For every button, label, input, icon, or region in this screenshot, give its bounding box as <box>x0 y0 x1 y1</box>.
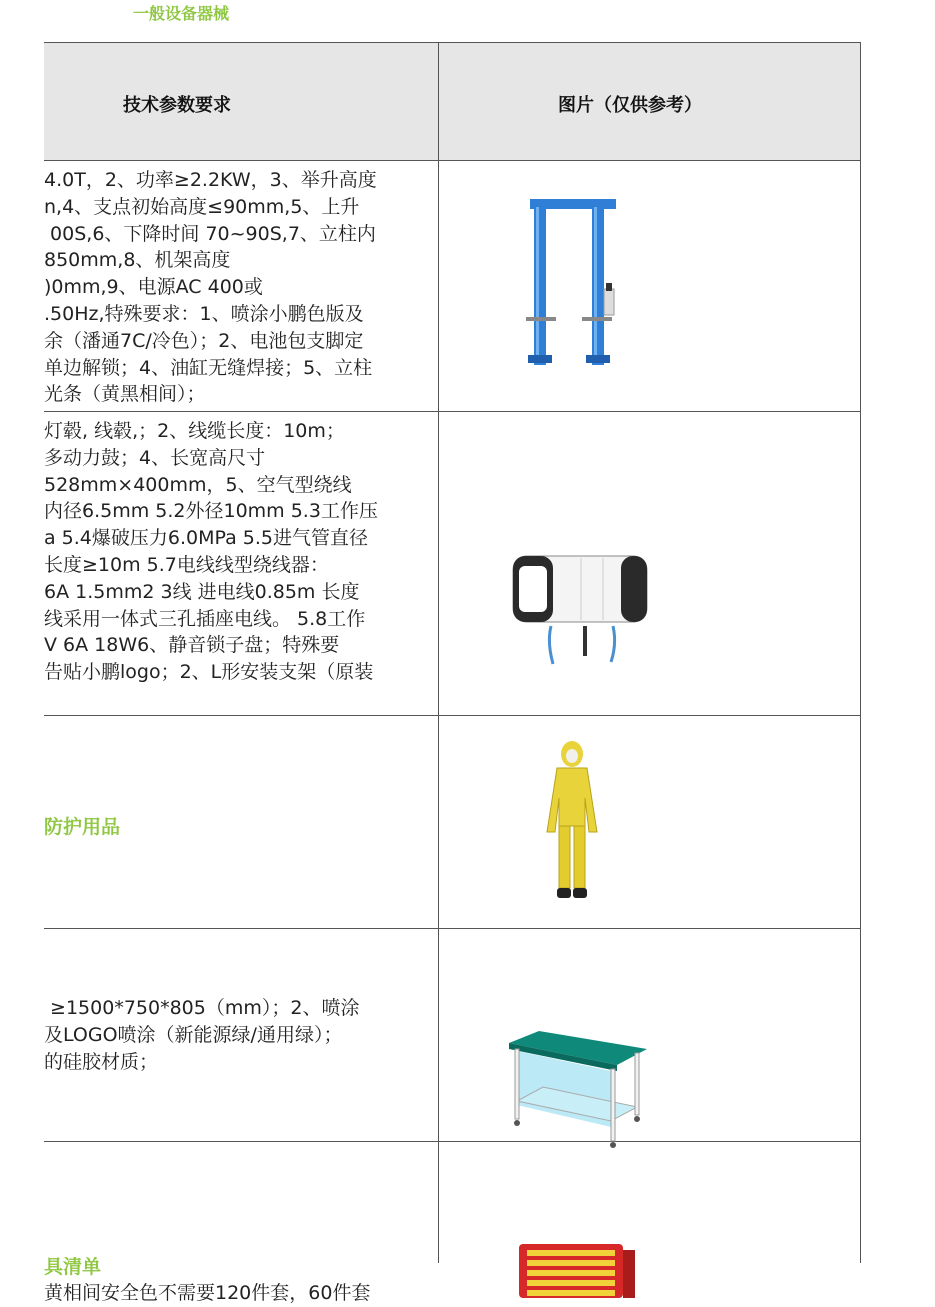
workbench-icon <box>507 1029 653 1151</box>
image-cell <box>438 412 860 715</box>
header-cell-image <box>438 43 860 160</box>
param-line: 灯毂, 线毂,；2、线缆长度：10m； <box>44 420 345 442</box>
param-line: 余（潘通7C/冷色）；2、电池包支脚定 <box>44 329 364 352</box>
param-line: 多动力鼓；4、长宽高尺寸 <box>44 446 266 469</box>
param-line: 6A 1.5mm2 3线 进电线0.85m 长度 <box>44 580 360 603</box>
two-post-lift-icon <box>524 199 624 369</box>
protective-raincoat-icon <box>539 740 605 902</box>
cable-reel-drum-icon <box>511 552 651 672</box>
params-cell <box>44 716 438 928</box>
param-line: 黄相间安全色不需要120件套，60件套 <box>44 1282 371 1304</box>
image-cell <box>438 929 860 1141</box>
param-line: 单边解锁；4、油缸无缝焊接；5、立柱 <box>44 356 373 379</box>
header-cell-params <box>44 43 438 160</box>
param-line: ≥1500*750*805（mm）；2、喷涂 <box>44 997 360 1019</box>
param-line: 528mm×400mm，5、空气型绕线 <box>44 473 352 496</box>
param-line: 4.0T，2、功率≥2.2KW，3、举升高度 <box>44 169 377 191</box>
param-line: 850mm,8、机架高度 <box>44 249 231 272</box>
param-line: a 5.4爆破压力6.0MPa 5.5进气管直径 <box>44 527 369 550</box>
params-cell <box>44 412 438 715</box>
param-line: 告贴小鹏logo；2、L形安装支架（原装 <box>44 661 374 684</box>
category-label: 具清单 <box>44 1256 102 1278</box>
param-line: 内径6.5mm 5.2外径10mm 5.3工作压 <box>44 500 378 523</box>
param-line: 光条（黄黑相间）； <box>44 383 206 406</box>
param-line: V 6A 18W6、静音锁子盘；特殊要 <box>44 634 340 657</box>
params-cell <box>44 929 438 1141</box>
image-cell <box>438 161 860 411</box>
param-line: )0mm,9、电源AC 400或 <box>44 276 263 299</box>
params-cell <box>44 1142 438 1304</box>
section-title: 一般设备器械 <box>133 4 230 23</box>
params-cell <box>44 161 438 411</box>
equipment-table <box>44 42 861 1304</box>
tool-cart-icon <box>515 1238 639 1298</box>
image-cell <box>438 1142 860 1263</box>
header-params-label: 技术参数要求 <box>123 95 231 116</box>
param-line: 及LOGO喷涂（新能源绿/通用绿）； <box>44 1023 343 1046</box>
param-line: n,4、支点初始高度≤90mm,5、上升 <box>44 195 360 218</box>
image-cell <box>438 716 860 928</box>
param-line: 线采用一体式三孔插座电线。 5.8工作 <box>44 607 366 630</box>
param-line: .50Hz,特殊要求：1、喷涂小鹏色版及 <box>44 303 364 325</box>
param-line: 的硅胶材质； <box>44 1050 159 1073</box>
param-line: 长度≥10m 5.7电线线型绕线器： <box>44 554 329 576</box>
param-line: 00S,6、下降时间 70~90S,7、立柱内 <box>44 222 376 245</box>
category-label: 防护用品 <box>44 816 121 838</box>
header-image-label: 图片（仅供参考） <box>558 95 702 116</box>
